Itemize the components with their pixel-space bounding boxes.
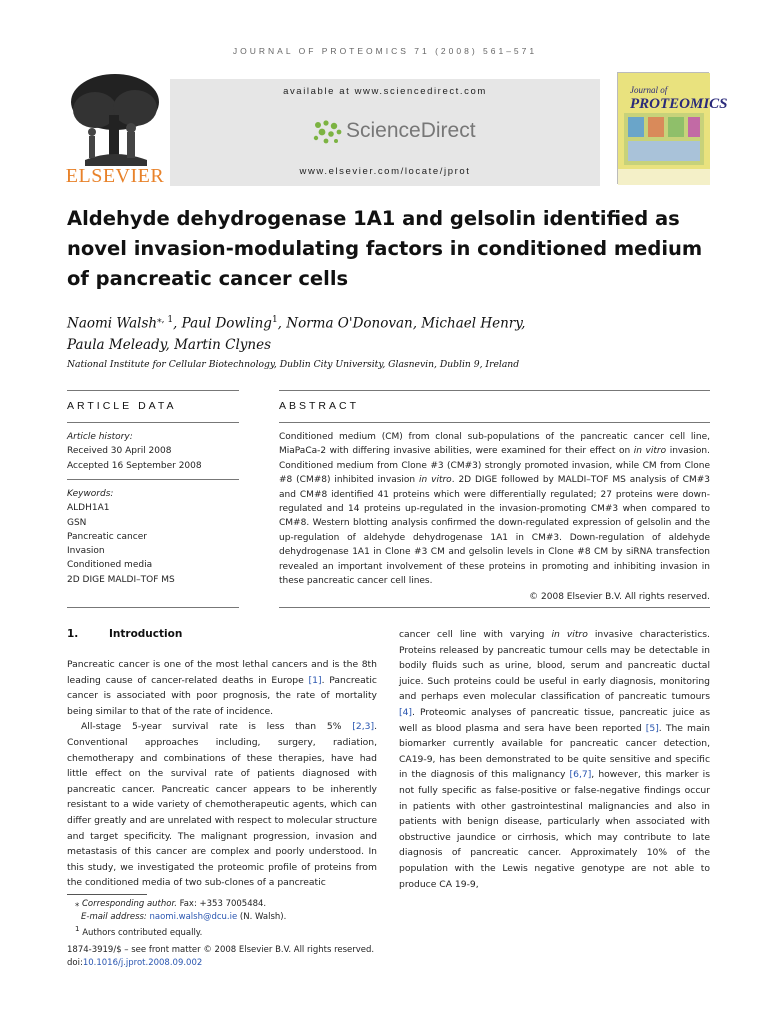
citation-link[interactable]: [2,3] bbox=[352, 721, 375, 733]
divider bbox=[279, 422, 710, 423]
sciencedirect-dots-icon bbox=[310, 117, 344, 147]
author-dowling[interactable]: , Paul Dowling bbox=[173, 315, 272, 332]
divider bbox=[279, 607, 710, 608]
footnotes: ⁎ Corresponding author. Fax: +353 7005484. E-mail address: naomi.walsh@dcu.ie (N. Walsh). $^1$ Authors contributed equally. bbox=[75, 899, 287, 938]
doi-link[interactable]: 10.1016/j.jprot.2008.09.002 bbox=[82, 957, 203, 968]
keyword: Pancreatic cancer bbox=[67, 531, 147, 542]
citation-link[interactable]: [5] bbox=[645, 722, 659, 734]
keywords: Keywords: ALDH1A1 GSN Pancreatic cancer Invasion Conditioned media 2D DIGE MALDI–TOF MS bbox=[67, 487, 239, 587]
authors-rest-line1: , Norma O'Donovan, Michael Henry, bbox=[277, 315, 526, 332]
article-data-heading: ARTICLE DATA bbox=[67, 400, 177, 412]
cover-title: Journal of PROTEOMICS bbox=[630, 85, 728, 112]
article-history: Article history: Received 30 April 2008 Accepted 16 September 2008 bbox=[67, 432, 202, 471]
keyword: ALDH1A1 bbox=[67, 503, 110, 514]
abstract-heading: ABSTRACT bbox=[279, 400, 360, 412]
sciencedirect-banner bbox=[170, 79, 600, 186]
journal-homepage-link[interactable]: www.elsevier.com/locate/jprot bbox=[299, 166, 471, 177]
sciencedirect-logo bbox=[310, 115, 480, 149]
author-list: Naomi Walsh$^{⁎, 1}$, Paul Dowling$^1$, Norma O'Donovan, Michael Henry, Paula Meleady, Martin Clynes bbox=[67, 310, 667, 356]
citation-link[interactable]: [4] bbox=[399, 706, 413, 718]
intro-right-column: cancer cell line with varying in vitro invasive characteristics. Proteins released by pancreatic tumour cells may be detectable in bodily fluids such as urine, blood, serum and pancreatic ductal juice. Such proteins could be useful in early diagnosis, monitoring and perhaps even molecular classification of pancreatic tumours [4]. Proteomic analyses of pancreatic tissue, pancreatic juice as well as blood plasma and sera have been reported [5]. The main biomarker currently available for pancreatic cancer detection, CA19-9, has been demonstrated to be quite sensitive and specific in the diagnosis of this malignancy [6,7], however, this marker is not fully specific as false-positive or false-negative findings occur in patients with other gastrointestinal malignancies and also in patients with benign disease, particularly when associated with obstructive jaundice or cirrhosis, which may contribute to late diagnosis of pancreatic cancer. Approximately 10% of the population with the Lewis negative genotype are not able to produce CA 19-9, bbox=[399, 629, 710, 890]
author-walsh[interactable]: Naomi Walsh bbox=[67, 315, 158, 332]
section-heading-introduction: 1. Introduction bbox=[67, 628, 183, 640]
authors-line2: Paula Meleady, Martin Clynes bbox=[67, 336, 272, 353]
abstract-text: Conditioned medium (CM) from clonal sub-populations of the pancreatic cancer cell line, MiaPaCa-2 with differing invasive abilities, were examined for their effect on in vitro invasion. Conditioned medium from Clone #3 (CM#3) strongly promoted invasion, while CM from Clone #8 (CM#8) inhibited invasion in vitro. 2D DIGE followed by MALDI–TOF MS analysis of CM#3 and CM#8 identified 41 proteins which were differentially regulated; 27 proteins were down-regulated and 14 proteins up-regulated in the invasion-promoting CM#3 when compared to CM#8. Western blotting analysis confirmed the down-regulated expression of gelsolin and the up-regulation of aldehyde dehydrogenase 1A1 in CM#3. Down-regulation of aldehyde dehydrogenase 1A1 in Clone #3 CM and gelsolin levels in Clone #8 CM by siRNA transfection revealed an important involvement of these proteins in promoting and inhibiting invasion in these pancreatic cancer cell lines. bbox=[279, 432, 711, 587]
keyword: GSN bbox=[67, 517, 87, 528]
divider bbox=[67, 422, 239, 423]
elsevier-logo bbox=[65, 70, 165, 188]
email-link[interactable]: naomi.walsh@dcu.ie bbox=[149, 911, 238, 922]
available-at-link[interactable]: available at www.sciencedirect.com bbox=[283, 86, 487, 97]
abstract-copyright: © 2008 Elsevier B.V. All rights reserved. bbox=[529, 592, 710, 602]
article-title: Aldehyde dehydrogenase 1A1 and gelsolin identified as novel invasion-modulating factors in conditioned medium of pancreatic cancer cells bbox=[67, 207, 703, 290]
divider bbox=[67, 390, 239, 391]
keyword: Conditioned media bbox=[67, 560, 153, 571]
citation-link[interactable]: [6,7] bbox=[569, 769, 592, 781]
divider bbox=[67, 607, 239, 608]
intro-left-column: Pancreatic cancer is one of the most lethal cancers and is the 8th leading cause of cancer-related deaths in Europe [1]. Pancreatic cancer is associated with poor prognosis, the rate of mortality being similar to that of the rate of incidence. All-stage 5-year survival rate is less than 5% [2,3]. Conventional approaches including, surgery, radiation, chemotherapy and combinations of these therapies, have had little effect on the survival rate of patients diagnosed with pancreatic cancer. Pancreatic cancer appears to be inherently resistant to a wide variety of chemotherapeutic agents, which can differ greatly and are unrelated with respect to molecular structure and target specificity. The malignant progression, invasion and metastasis of this cancer are complex and poorly understood. In this study, we investigated the proteomic profile of proteins from the conditioned media of two sub-clones of a pancreatic bbox=[67, 659, 377, 889]
divider bbox=[279, 390, 710, 391]
keyword: Invasion bbox=[67, 546, 105, 557]
footnote-rule bbox=[67, 894, 147, 895]
elsevier-tree-icon bbox=[65, 70, 165, 168]
journal-cover-thumbnail bbox=[617, 72, 728, 184]
front-matter: 1874-3919/$ – see front matter © 2008 Elsevier B.V. All rights reserved. doi:10.1016/j.jprot.2008.09.002 bbox=[67, 945, 375, 968]
elsevier-wordmark: ELSEVIER bbox=[65, 165, 165, 187]
citation-link[interactable]: [1] bbox=[308, 674, 322, 686]
sciencedirect-wordmark: ScienceDirect bbox=[346, 119, 476, 142]
journal-running-head: JOURNAL OF PROTEOMICS 71 (2008) 561–571 bbox=[232, 46, 538, 56]
divider bbox=[67, 479, 239, 480]
affiliation: National Institute for Cellular Biotechnology, Dublin City University, Glasnevin, Dublin 9, Ireland bbox=[67, 359, 520, 370]
keyword: 2D DIGE MALDI–TOF MS bbox=[67, 574, 175, 585]
